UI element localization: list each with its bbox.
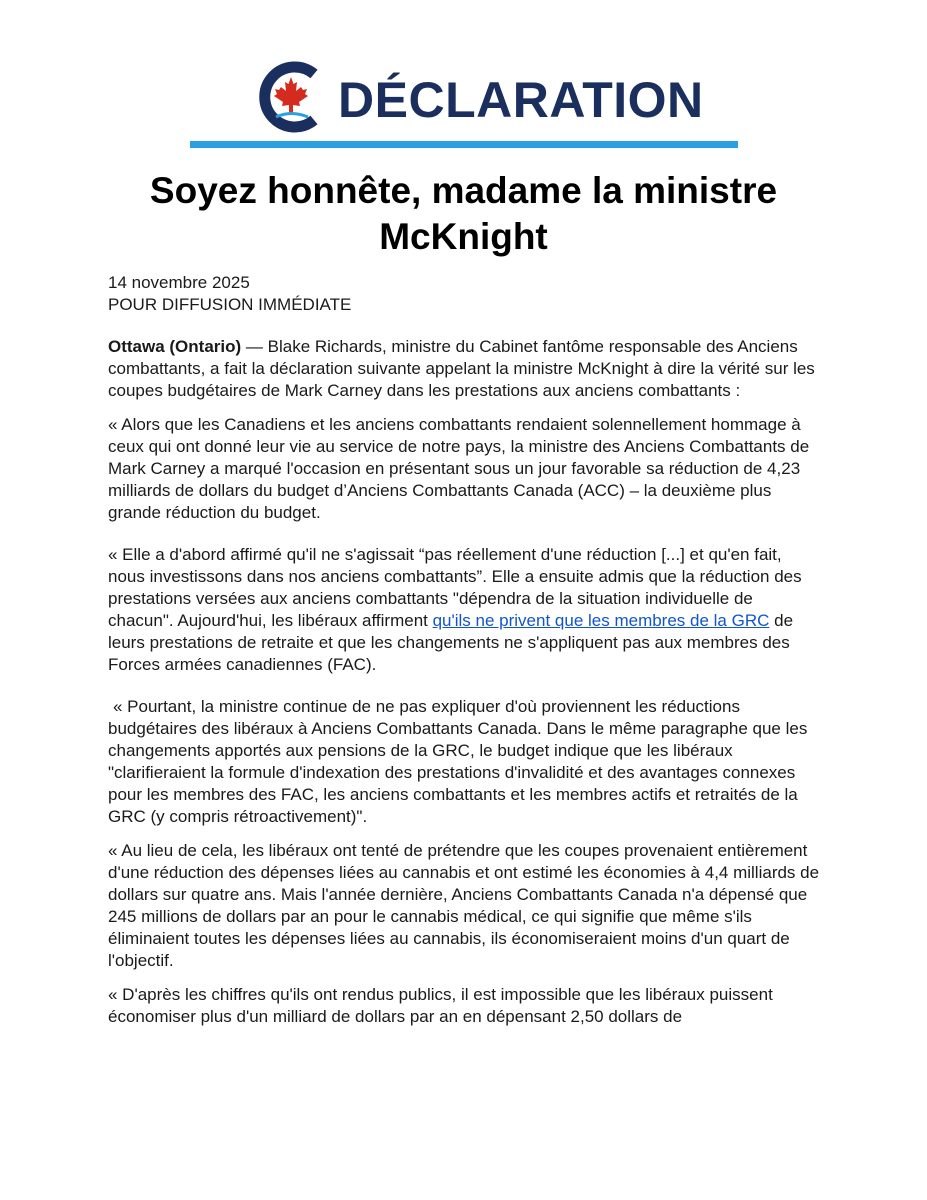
paragraph-2: « Alors que les Canadiens et les anciens combattants rendaient solennellement hommage à ceux qui ont donné leur vie au service de notre pays, la ministre des Anciens Combattants de Mark Carney a marqué l'occasion en présentant sous un jour favorable sa réduction de 4,23 milliards de dollars du budget d’Anciens Combattants Canada (ACC) – la deuxième plus grande réduction du budget.	[108, 415, 810, 522]
header-label: DÉCLARATION	[338, 72, 704, 128]
intro-text: — Blake Richards, ministre du Cabinet fantôme responsable des Anciens combattants, a fait la déclaration suivante appelant la ministre McKnight à dire la vérité sur les coupes budgétaires de Mark Carney dans les prestations aux anciens combattants :	[108, 337, 815, 400]
dateline: Ottawa (Ontario)	[108, 337, 242, 356]
paragraph-3	[108, 544, 820, 676]
header-divider	[190, 141, 738, 148]
paragraph-5: « Au lieu de cela, les libéraux ont tenté de prétendre que les coupes provenaient entièrement d'une réduction des dépenses liées au cannabis et ont estimé les économies à 4,4 milliards de dollars sur quatre ans. Mais l'année dernière, Anciens Combattants Canada n'a dépensé que 245 millions de dollars par an pour le cannabis médical, ce qui signifie que même s'ils éliminaient toutes les dépenses liées au cannabis, ils économiseraient moins d'un quart de l'objectif.	[108, 841, 820, 970]
release-meta	[108, 272, 820, 316]
paragraph-3-after: de leurs prestations de retraite et que les changements ne s'appliquent pas aux membres des Forces armées canadiennes (FAC).	[108, 611, 794, 674]
statement-body	[108, 272, 820, 1028]
release-date: 14 novembre 2025	[108, 273, 250, 292]
page-title: Soyez honnête, madame la ministre McKnight	[149, 170, 778, 257]
paragraph-4: « Pourtant, la ministre continue de ne pas expliquer d'où proviennent les réductions budgétaires des libéraux à Anciens Combattants Canada. Dans le même paragraphe que les changements apportés aux pensions de la GRC, le budget indique que les libéraux "clarifieraient la formule d'indexation des prestations d'invalidité et des avantages connexes pour les membres des FAC, les anciens combattants et les membres actifs et retraités de la GRC (y compris rétroactivement)".	[108, 697, 808, 826]
statement-header	[190, 60, 738, 150]
paragraph-6: « D'après les chiffres qu'ils ont rendus publics, il est impossible que les libéraux puissent économiser plus d'un milliard de dollars par an en dépensant 2,50 dollars de	[108, 985, 773, 1026]
maple-leaf-c-logo	[254, 60, 328, 134]
paragraph-intro	[108, 336, 820, 402]
paragraph-3-before: « Elle a d'abord affirmé qu'il ne s'agissait “pas réellement d'une réduction [...] et qu'en fait, nous investissons dans nos anciens combattants”. Elle a ensuite admis que la réduction des prestations versées aux anciens combattants "dépendra de la situation individuelle de chacun". Aujourd'hui, les libéraux affirment	[108, 545, 802, 630]
release-type: POUR DIFFUSION IMMÉDIATE	[108, 295, 352, 314]
grc-pension-link[interactable]: qu'ils ne privent que les membres de la GRC	[432, 611, 770, 630]
